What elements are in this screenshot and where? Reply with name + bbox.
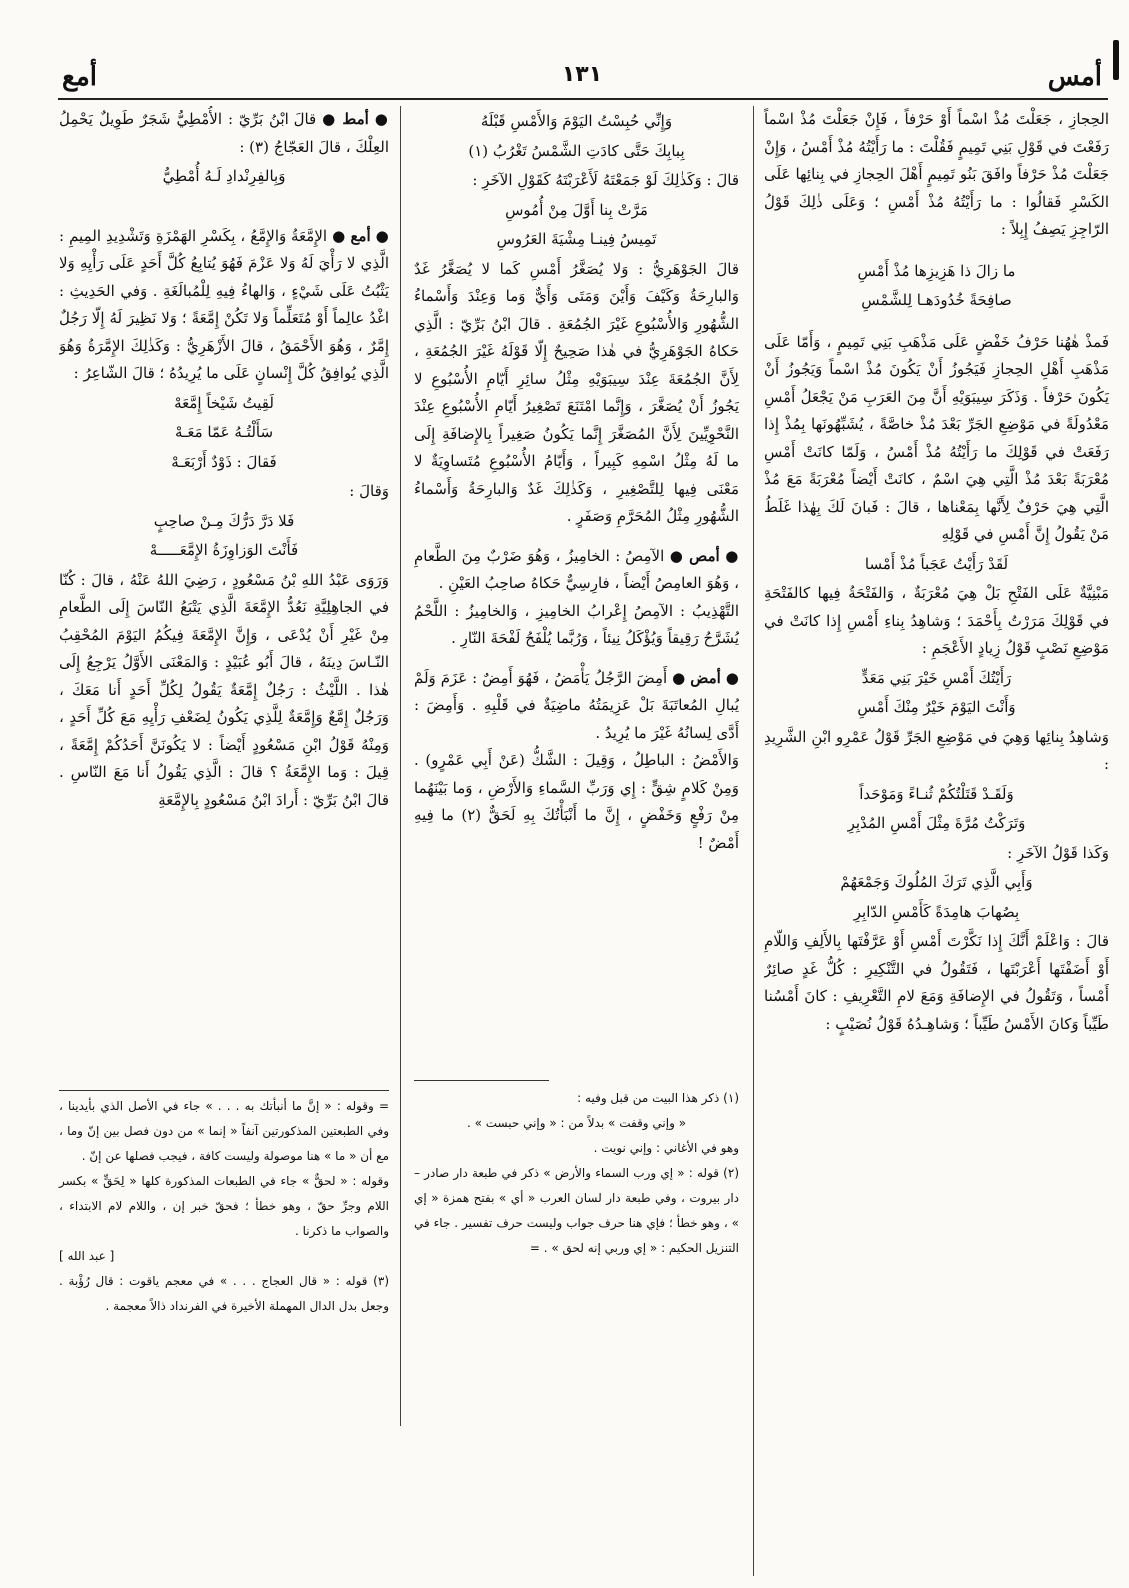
- entry-headword: أمط: [342, 110, 369, 128]
- paragraph: فَمذْ هٰهُنا حَرْفُ خَفْضٍ عَلَى مَذْهَبِ بَنِي تَمِيمٍ ، وَأَمّا عَلَى مَذْهَبِ أَهْلِ الحِجازِ فَيَجُوزُ أَنْ يَكُونَ مُذْ اسْماً وَيَجُوزُ أَنْ يَكُونَ حَرْفاً . وَذَكَرَ سِيبَوَيْهِ أَنَّ مِنَ العَرَبِ مَنْ يَجْعَلُ أَمْسِ مَعْدُولَةً في مَوْضِعِ الجَرِّ بَعْدَ مُذْ خاصَّةً ، يُشَبِّهُونَها بِمُذْ إِذا رَفَعَتْ في قَوْلِكَ ما رَأَيْتُهُ مُذْ أَمْسُ ، وَلَمّا كانَتْ أَمْسِ مُعْرَبَةً بَعْدَ مُذْ الَّتِي هِيَ اسْمٌ ، كانَتْ أَيْضاً مُعْرَبَةً مَعَ مُذْ الَّتِي هِيَ حَرْفٌ لِأَنَّها بِمَعْناها ، قالَ : فَبانَ لَكَ بِهٰذا غَلَطُ مَنْ يَقُولُ إِنَّ أَمْسِ في قَوْلِهِ: [764, 332, 1109, 543]
- header-right-headword: أمس: [1047, 62, 1102, 92]
- column-right: [764, 106, 1109, 1566]
- verse-line: بِبابِكَ حَتَّى كادَتِ الشَّمْسُ تَغْرُبُ (١): [468, 141, 685, 160]
- entry-headword: أمص: [689, 546, 720, 565]
- verse-line: صافِحَةً خُدُودَهـا لِلشَّمْسِ: [861, 291, 1012, 309]
- entry-headword: أمض: [690, 668, 721, 687]
- page-number: ١٣١: [561, 62, 603, 87]
- page-header: [62, 62, 1102, 96]
- verse-line: وَأَبِي الَّذِي تَرَكَ المُلُوكَ وَجَمْعَهُمْ: [840, 873, 1033, 891]
- verse-line: فَأَنْتَ الوَزاوِزَةُ الإِمَّعَـــــهْ: [149, 541, 299, 559]
- footnote-rule: [414, 1080, 549, 1081]
- verse-line: وَإِنِّي حُبِسْتُ اليَوْمَ وَالأَمْسِ قَبْلَهُ: [480, 112, 673, 130]
- verse-line: رَأَيْتُكَ أَمْسِ خَيْرَ بَنِي مَعَدٍّ: [861, 668, 1012, 687]
- entry-text: أَمِضَ الرَّجُلُ يَأْمَضُ ، فَهُوَ أَمِضٌ : عَزَمَ وَلَمْ يُبالِ المُعاتَبَةَ بَلْ عَزِيمَتُهُ ماضِيَةٌ في قَلْبِهِ . وَأَمِضَ : أَدَّى لِسانُهُ غَيْرَ ما يُرِيدُ .: [414, 668, 739, 742]
- verse-line: بِصُهابَ هامِدَةً كَأَمْسِ الدّابِرِ: [853, 902, 1020, 921]
- paragraph: قالَ الجَوْهَرِيُّ : وَلا يُصَغَّرُ أَمْسِ كَما لا يُصَغَّرُ غَدٌ وَالبارِحَةُ وَكَيْفَ وَأَيْنَ وَمَتَى وَأَيٌّ وَما وَعِنْدَ وَأَسْماءُ الشُّهُورِ وَالأُسْبُوعِ غَيْرَ الجُمُعَةِ . قالَ ابْنُ بَرِّيّ : الَّذِي حَكاهُ الجَوْهَرِيُّ في هٰذا صَحِيحٌ إِلّا قَوْلَهُ غَيْرَ الجُمُعَةِ ، لِأَنَّ الجُمُعَةَ عِنْدَ سِيبَوَيْهِ مِثْلُ سائِرِ أَيّامِ الأُسْبُوعِ لا يَجُوزُ أَنْ يُصَغَّرَ ، وَإِنَّما امْتَنَعَ تَصْغِيرُ أَيّامِ الأُسْبُوعِ عِنْدَ النَّحْوِيِّينَ لِأَنَّ المُصَغَّرَ إِنَّما يَكُونُ صَغِيراً بِالإِضافَةِ إِلَى ما لَهُ مِثْلُ اسْمِهِ كَبِيراً ، وَأَيّامُ الأُسْبُوعِ مُتَساوِيَةٌ لا مَعْنَى فِيها لِلتَّصْغِيرِ ، وَكَذٰلِكَ غَدٌ وَالبارِحَةُ وَأَسْماءُ الشُّهُورِ مِثْلُ المُحَرَّمِ وَصَفَرٍ .: [414, 259, 739, 525]
- paragraph: وَكَذا قَوْلُ الآخَرِ :: [1007, 843, 1109, 862]
- verse-line: فَقالَ : ذَوْدٌ أَرْبَعَـهْ: [171, 452, 277, 471]
- footnote: وهو في الأغاني : وإني نويت .: [593, 1141, 739, 1155]
- footnote: (١) ذكر هذا البيت من قبل وفيه :: [577, 1091, 739, 1105]
- verse-line: وَأَنْتَ اليَوْمَ خَيْرٌ مِنْكَ أَمْسِ: [857, 698, 1016, 716]
- verse-line: تَمِيسُ فِينـا مِشْيَةَ العَرُوسِ: [496, 230, 657, 248]
- verse-line: لَقَدْ رَأَيْتُ عَجَباً مُذْ أَمْسا: [864, 554, 1009, 573]
- column-left: [59, 106, 389, 1086]
- paragraph: وَرَوَى عَبْدُ اللهِ بْنُ مَسْعُودٍ ، رَضِيَ اللهُ عَنْهُ ، قالَ : كُنّا في الجاهِلِيَّةِ نَعُدُّ الإِمَّعَةَ الَّذِي يَتْبَعُ النّاسَ إِلَى الطَّعامِ مِنْ غَيْرِ أَنْ يُدْعَى ، وَإِنَّ الإِمَّعَةَ فِيكُمُ اليَوْمَ المُحْقِبُ النّـاسَ دِينَهُ ، قالَ أَبُو عُبَيْدٍ : وَالمَعْنَى الأَوَّلُ يَرْجِعُ إِلَى هٰذا . اللَّيْثُ : رَجُلٌ إِمَّعَةٌ يَقُولُ لِكُلِّ أَحَدٍ أَنا مَعَكَ ، وَرَجُلٌ إِمَّعٌ وَإِمَّعَةٌ لِلَّذِي يَكُونُ لِضَعْفِ رَأْيِهِ مَعَ كُلِّ أَحَدٍ ، وَمِنْهُ قَوْلُ ابْنِ مَسْعُودٍ أَيْضاً : لا يَكُونَنَّ أَحَدُكُمْ إِمَّعَةً ، قِيلَ : وَما الإِمَّعَةُ ؟ قالَ : الَّذِي يَقُولُ أَنا مَعَ النّاسِ . قالَ ابْنُ بَرِّيّ : أَرادَ ابْنُ مَسْعُودٍ بِالإِمَّعَةِ: [59, 570, 389, 809]
- footnote: = وقوله : « إنَّ ما أنبأتك به . . . » جاء في الأصل الذي بأيدينا ، وفي الطبعتين المذكورتين آنفاً « إنما » من دون فصل بين إنّ وما ، مع أن « ما » هنا موصولة وليست كافة ، فيجب فصلها عن إنّ .: [59, 1099, 389, 1163]
- verse-line: وَلَقَـدْ قَتَلْتُكُمْ ثُنـاءً وَمَوْحَداً: [859, 784, 1014, 803]
- entry-text: الآمِصُ : الخامِيزُ ، وَهُوَ ضَرْبٌ مِنَ الطَّعامِ ، وَهُوَ العامِصُ أَيْضاً ، فارِسِيٌّ حَكاهُ صاحِبُ العَيْنِ .: [414, 546, 739, 592]
- footnotes-middle: [414, 1086, 739, 1261]
- footnote: (٣) قوله : « قال العجاج . . . » في معجم ياقوت : قال رُؤْبة . وجعل بدل الدال المهملة الأخيرة في الفرنداد ذالاً معجمة .: [59, 1274, 389, 1313]
- paragraph: وَشاهِدُ بِنائِها وَهِيَ في مَوْضِعِ الجَرِّ قَوْلُ عَمْرِو ابْنِ الشَّرِيدِ :: [764, 727, 1109, 773]
- verse-line: ما زالَ ذا هَزِيزِها مُذْ أَمْسِ: [857, 261, 1016, 280]
- entry-text: قالَ ابْنُ بَرِّيّ : الأُمْطِيُّ شَجَرٌ طَوِيلٌ يَحْمِلُ العِلْكَ ، قالَ العَجّاجُ (٣) :: [59, 110, 389, 156]
- paragraph: وَقالَ :: [349, 482, 389, 500]
- column-separator: [400, 106, 401, 1426]
- column-middle: [414, 106, 739, 1066]
- verse-line: وَتَرَكْتُ مُرَّةَ مِثْلَ أَمْسِ المُدْبِرِ: [847, 814, 1026, 832]
- paragraph: الحِجازِ ، جَعَلْتَ مُذْ اسْماً أَوْ حَرْفاً ، فَإِنْ جَعَلْتَ مُذْ اسْماً رَفَعْتَ في قَوْلِ بَنِي تَمِيمٍ فَقُلْتَ : ما رَأَيْتُهُ مُذْ أَمْسُ ، وَإِنْ جَعَلْتَ مُذْ حَرْفاً وافَقَ بَنُو تَمِيمٍ أَهْلَ الحِجازِ في بِنائِها عَلَى الكَسْرِ فَقالُوا : ما رَأَيْتُهُ مُذْ أَمْسِ ؛ وَعَلَى ذٰلِكَ قَوْلُ الرّاجِزِ يَصِفُ إِبِلاً :: [764, 110, 1109, 238]
- entry-amaa-paragraph: ● أمع ● الإِمَّعَةُ وَالإِمَّعُ ، بِكَسْرِ الهَمْزَةِ وَتَشْدِيدِ المِيمِ : الَّذِي لا رَأْيَ لَهُ وَلا عَزْمَ فَهُوَ يُتابِعُ كُلَّ أَحَدٍ عَلَى رَأْيِهِ وَلا يَثْبُتُ عَلَى شَيْءٍ ، وَالهاءُ فِيهِ لِلْمُبالَغَةِ . وَفي الحَدِيثِ : اغْدُ عالِماً أَوْ مُتَعَلِّماً وَلا تَكُنْ إِمَّعَةً ؛ وَلا نَظِيرَ لَهُ إِلّا رَجُلٌ إِمَّرٌ ، وَهُوَ الأَحْمَقُ ، قالَ الأَزْهَرِيُّ : وَكَذٰلِكَ الإِمَّرَةُ وَهُوَ الَّذِي يُوافِقُ كُلَّ إِنْسانٍ عَلَى ما يُرِيدُهُ ؛ قالَ الشّاعِرُ :: [59, 226, 389, 382]
- footnote: « وإني وقفت » بدلاً من : « وإني حبست » .: [466, 1116, 687, 1130]
- footnote: وقوله : « لحقٌّ » جاء في الطبعات المذكورة كلها « لِحَقٍّ » بكسر اللام وجرِّ حقّ ، وهو خطأ ؛ فحقّ خبر إن ، واللام لام الابتداء ، والصواب ما ذكرنا .: [59, 1174, 389, 1238]
- paragraph: قالَ : وَاعْلَمْ أَنَّكَ إِذا نَكَّرْتَ أَمْسِ أَوْ عَرَّفْتَها بِالأَلِفِ وَاللّامِ أَوْ أَضَفْتَها أَعْرَبْتَها ، فَتَقُولُ في التَّنْكِيرِ : كُلُّ غَدٍ صائِرٌ أَمْساً ، وَتَقُولُ في الإِضافَةِ وَمَعَ لامِ التَّعْرِيفِ : كانَ أَمْسُنا طَيِّباً وَكانَ الأَمْسُ طَيِّباً ؛ وَشاهِـدُهُ قَوْلُ نُصَيْبٍ :: [764, 932, 1109, 1033]
- entry-amas-paragraph: ● أمص ● الآمِصُ : الخامِيزُ ، وَهُوَ ضَرْبٌ مِنَ الطَّعامِ ، وَهُوَ العامِصُ أَيْضاً ، فارِسِيٌّ حَكاهُ صاحِبُ العَيْنِ .: [414, 546, 739, 592]
- paragraph: التَّهْذِيبُ : الآمِصُ إِعْرابُ الخامِيزِ ، وَالخامِيزُ : اللَّحْمُ يُشَرَّحُ رَقِيقاً وَيُؤْكَلُ نِيئاً ، وَرُبَّما يُلْفَحُ لَفْحَةَ النّارِ .: [414, 601, 739, 647]
- paragraph: مَبْنِيَّةٌ عَلَى الفَتْحِ بَلْ هِيَ مُعْرَبَةٌ ، وَالفَتْحَةُ فِيها كالفَتْحَةِ في قَوْلِكَ مَرَرْتُ بِأَحْمَدَ ؛ وَشاهِدُ بِناءِ أَمْسِ إِذا كانَتْ في مَوْضِعِ نَصْبٍ قَوْلُ زِيادٍ الأَعْجَمِ :: [764, 584, 1109, 657]
- paragraph: قالَ : وَكَذٰلِكَ لَوْ جَمَعْتَهُ لَأَعْرَبْتَهُ كَقَوْلِ الآخَرِ :: [472, 171, 739, 189]
- entry-amat-paragraph: ● أمط ● قالَ ابْنُ بَرِّيّ : الأُمْطِيُّ شَجَرٌ طَوِيلٌ يَحْمِلُ العِلْكَ ، قالَ العَجّاجُ (٣) :: [59, 110, 389, 156]
- paragraph: وَالأَمْضُ : الباطِلُ ، وَقِيلَ : الشَّكُّ (عَنْ أَبِي عَمْرٍو) . وَمِنْ كَلامٍ شِقٍّ : إِي وَرَبِّ السَّماءِ وَالأَرْضِ ، وَما بَيْنَهُما مِنْ رَفْعٍ وَخَفْضٍ ، إِنَّ ما أَنْبَأْتُكَ بِهِ لَحَقٌّ (٢) ما فِيهِ أَمْضٌ !: [414, 751, 739, 852]
- footnote-rule: [59, 1090, 389, 1091]
- verse-line: مَرَّتْ بِنا أَوَّلَ مِنْ أُمُوسِ: [505, 200, 648, 219]
- margin-mark: [1113, 40, 1119, 80]
- header-left-headword: أمع: [62, 62, 97, 92]
- verse-line: فَلا دَرَّ دَرُّكَ مِـنْ صاحِبٍ: [153, 511, 295, 530]
- entry-text: الإِمَّعَةُ وَالإِمَّعُ ، بِكَسْرِ الهَمْزَةِ وَتَشْدِيدِ المِيمِ : الَّذِي لا رَأْيَ لَهُ وَلا عَزْمَ فَهُوَ يُتابِعُ كُلَّ أَحَدٍ عَلَى رَأْيِهِ وَلا يَثْبُتُ عَلَى شَيْءٍ ، وَالهاءُ فِيهِ لِلْمُبالَغَةِ . وَفي الحَدِيثِ : اغْدُ عالِماً أَوْ مُتَعَلِّماً وَلا تَكُنْ إِمَّعَةً ؛ وَلا نَظِيرَ لَهُ إِلّا رَجُلٌ إِمَّرٌ ، وَهُوَ الأَحْمَقُ ، قالَ الأَزْهَرِيُّ : وَكَذٰلِكَ الإِمَّرَةُ وَهُوَ الَّذِي يُوافِقُ كُلَّ إِنْسانٍ عَلَى ما يُرِيدُهُ ؛ قالَ الشّاعِرُ :: [59, 226, 389, 382]
- footnote: (٢) قوله : « إي ورب السماء والأرض » ذكر في طبعة دار صادر – دار بيروت ، وفي طبعة دار لسان العرب « أي » بفتح همزة « إي » ، وهو خطأ ؛ فإي هنا حرف جواب وليست حرف تفسير . جاء في التنزيل الحكيم : « إي وربي إنه لحق » . =: [414, 1166, 739, 1255]
- column-separator: [753, 106, 754, 1576]
- entry-amad-paragraph: ● أمض ● أَمِضَ الرَّجُلُ يَأْمَضُ ، فَهُوَ أَمِضٌ : عَزَمَ وَلَمْ يُبالِ المُعاتَبَةَ بَلْ عَزِيمَتُهُ ماضِيَةٌ في قَلْبِهِ . وَأَمِضَ : أَدَّى لِسانُهُ غَيْرَ ما يُرِيدُ .: [414, 668, 739, 742]
- footnote-signature: [ عبد الله ]: [59, 1249, 115, 1263]
- verse-line: وَبِالفِرِنْدادِ لَـهُ أُمْطِيُّ: [162, 167, 286, 185]
- entry-headword: أمع: [350, 226, 371, 245]
- verse-line: سَأَلْتُـهُ عَمّا مَعَـهْ: [174, 423, 274, 441]
- footnotes-left: [59, 1094, 389, 1319]
- header-rule: [58, 98, 1108, 100]
- verse-line: لَقِيتُ شَيْخاً إِمَّعَهْ: [174, 393, 274, 412]
